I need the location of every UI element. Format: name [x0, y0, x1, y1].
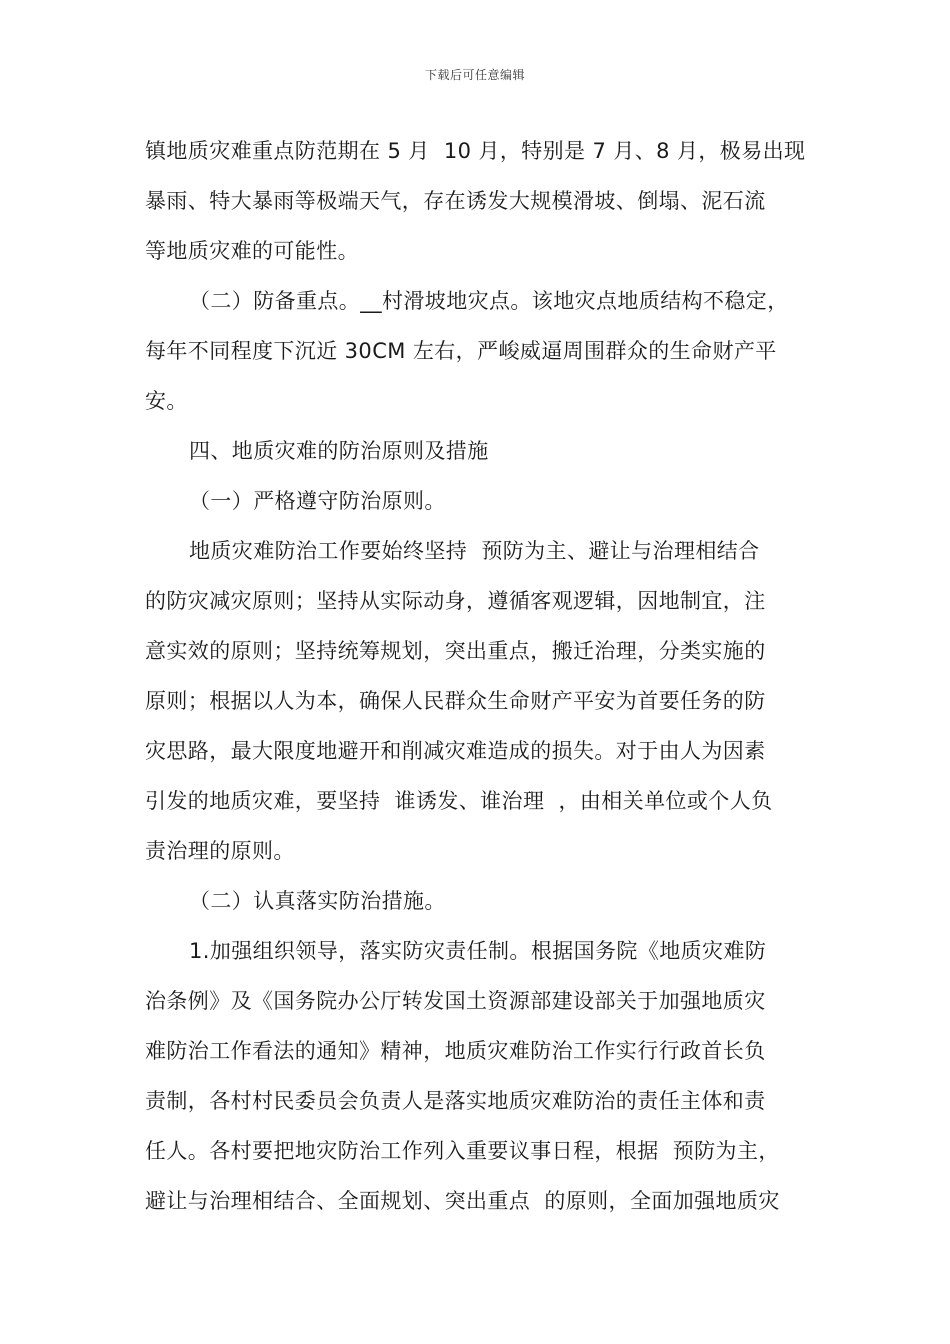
- text-line: 难防治工作看法的通知》精神，地质灾难防治工作实行行政首长负: [145, 1039, 766, 1063]
- text-line: 的防灾减灾原则；坚持从实际动身，遵循客观逻辑，因地制宜，注: [145, 589, 766, 613]
- text-line: 原则；根据以人为本，确保人民群众生命财产平安为首要任务的防: [145, 689, 766, 713]
- text-line: 等地质灾难的可能性。: [145, 239, 359, 263]
- text-line: 意实效的原则；坚持统筹规划，突出重点，搬迁治理，分类实施的: [145, 639, 766, 663]
- text-line: 避让与治理相结合、全面规划、突出重点 的原则，全面加强地质灾: [145, 1189, 780, 1213]
- text-line: 引发的地质灾难，要坚持 谁诱发、谁治理 ，由相关单位或个人负: [145, 789, 773, 813]
- text-line: 1.加强组织领导，落实防灾责任制。根据国务院《地质灾难防: [189, 939, 767, 963]
- text-line: 地质灾难防治工作要始终坚持 预防为主、避让与治理相结合: [189, 539, 760, 563]
- text-line: 每年不同程度下沉近 30CM 左右，严峻威逼周围群众的生命财产平: [145, 339, 777, 363]
- section-heading: 四、地质灾难的防治原则及措施: [189, 439, 489, 463]
- text-line: 灾思路，最大限度地避开和削减灾难造成的损失。对于由人为因素: [145, 739, 766, 763]
- text-line: 安。: [145, 389, 188, 413]
- page-header-note: 下载后可任意编辑: [424, 68, 525, 82]
- text-line: 暴雨、特大暴雨等极端天气，存在诱发大规模滑坡、倒塌、泥石流: [145, 189, 766, 213]
- subsection-heading: （一）严格遵守防治原则。: [189, 489, 446, 513]
- text-line: （二）防备重点。__村滑坡地灾点。该地灾点地质结构不稳定，: [189, 289, 789, 313]
- text-line: 责治理的原则。: [145, 839, 295, 863]
- text-line: 镇地质灾难重点防范期在 5 月 10 月，特别是 7 月、8 月，极易出现: [145, 139, 806, 163]
- text-line: 责制，各村村民委员会负责人是落实地质灾难防治的责任主体和责: [145, 1089, 766, 1113]
- text-line: 治条例》及《国务院办公厅转发国土资源部建设部关于加强地质灾: [145, 989, 766, 1013]
- text-line: 任人。各村要把地灾防治工作列入重要议事日程，根据 预防为主，: [145, 1139, 780, 1163]
- subsection-heading: （二）认真落实防治措施。: [189, 889, 446, 913]
- document-body: [145, 126, 825, 1226]
